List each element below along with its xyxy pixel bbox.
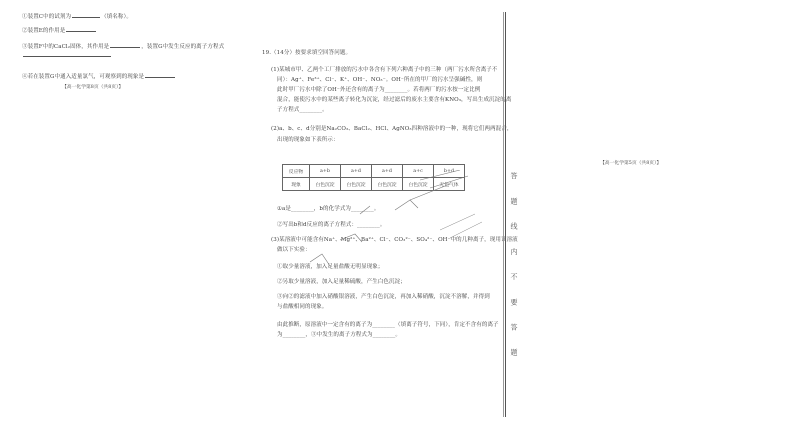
line-text: ①装置C中的试剂为: [22, 14, 72, 20]
q19-part1-line: 混合，能使污水中的某些离子转化为沉淀，经过滤后的废水主要含有KNO₃，写出生成沉淀的离: [277, 97, 512, 103]
pencil-scribble-marks: [300, 170, 500, 330]
q19-part2-question: ①a是________，b的化学式为________。: [277, 206, 380, 212]
left-line-2: [22, 26, 97, 35]
answer-blank[interactable]: [110, 42, 140, 48]
q19-part3-line: 做以下实验：: [277, 247, 311, 253]
table-cell: b+d: [434, 165, 465, 178]
q19-part1-line: 子方程式________。: [277, 107, 328, 113]
answer-blank[interactable]: [23, 51, 111, 57]
line-text: ，装置G中发生反应的离子方程式: [141, 44, 225, 50]
left-line-4: [22, 72, 176, 81]
line-text: （填名称）。: [101, 14, 132, 20]
q19-part1-line: 此时甲厂污水中除了OH⁻外还含有的离子为________。若将两厂的污水按一定比例: [277, 87, 481, 93]
table-cell: a+c: [403, 165, 434, 178]
table-cell: 白色沉淀: [403, 178, 434, 191]
line-text: ②装置E的作用是: [22, 28, 66, 34]
answer-blank[interactable]: [72, 12, 100, 18]
left-line-3: [22, 42, 224, 51]
q19-part1-line: 同）：Ag⁺、Fe³⁺、Cl⁻、K⁺、OH⁻、NO₃⁻。OH⁻所在的甲厂的污水呈强碱性，则: [277, 77, 483, 83]
table-cell: a+d: [341, 165, 372, 178]
table-cell: 反应物: [283, 165, 310, 178]
table-cell: 无色气体: [434, 178, 465, 191]
table-cell: 白色沉淀: [310, 178, 341, 191]
line-text: ③装置F中的CaCl₂固体，其作用是: [22, 44, 110, 50]
table-cell: a+d: [372, 165, 403, 178]
q19-part2-intro: (2)a、b、c、d分别是Na₂CO₃、BaCl₂、HCl、AgNO₃四种溶液中的一种，现将它们两两混合，: [271, 126, 513, 132]
q19-part2-intro: 出现的现象如下表所示：: [277, 137, 339, 143]
q19-part3-line: ③向②的滤液中加入硝酸银溶液，产生白色沉淀，再加入稀硝酸，沉淀不溶解，并得到: [277, 294, 490, 300]
answer-blank[interactable]: [145, 72, 175, 78]
q19-part3-line: 由此推断，原溶液中一定含有的离子为________（填离子符号，下同），肯定不含有的离子: [277, 322, 499, 328]
left-footer: 【高一化学第8页（共8页）】: [62, 85, 124, 90]
left-line-1: [22, 12, 132, 21]
line-text: ④若在装置G中通入适量氯气，可观察到的现象是: [22, 74, 145, 80]
table-cell: a+b: [310, 165, 341, 178]
binding-margin-text: 答 题 线 内 不 要 答 题: [510, 172, 518, 364]
q19-header: 19.（14分）按要求填空回答问题。: [262, 50, 352, 56]
q19-part1-line: (1)某城市甲、乙两个工厂排放的污水中各含有下列六种离子中的三种（两厂污水所含离子不: [271, 67, 498, 73]
binding-line-inner: [503, 12, 504, 417]
q19-part3-line: 与盐酸相同的现象。: [277, 304, 328, 310]
binding-line: [505, 12, 506, 417]
table-cell: 白色沉淀: [372, 178, 403, 191]
q19-part3-line: 为________，③中发生的离子方程式为________。: [277, 332, 402, 338]
q19-part3-line: (3)某溶液中可能含有Na⁺、Mg²⁺、Ba²⁺、Cl⁻、CO₃²⁻、SO₄²⁻、OH⁻中的几种离子，现用该溶液: [271, 237, 518, 243]
right-footer: 【高一化学第5页（共8页）】: [600, 161, 662, 166]
left-line-3b: [22, 51, 112, 60]
table-cell: 白色沉淀: [341, 178, 372, 191]
answer-blank[interactable]: [66, 26, 96, 32]
table-cell: 现象: [283, 178, 310, 191]
q19-part3-line: ①取少量溶液，加入足量盐酸无明显现象；: [277, 264, 384, 270]
q19-part2-question: ②写出b和d反应的离子方程式：________。: [277, 222, 386, 228]
q19-part3-line: ②另取少量溶液，加入足量稀硫酸，产生白色沉淀；: [277, 279, 406, 285]
